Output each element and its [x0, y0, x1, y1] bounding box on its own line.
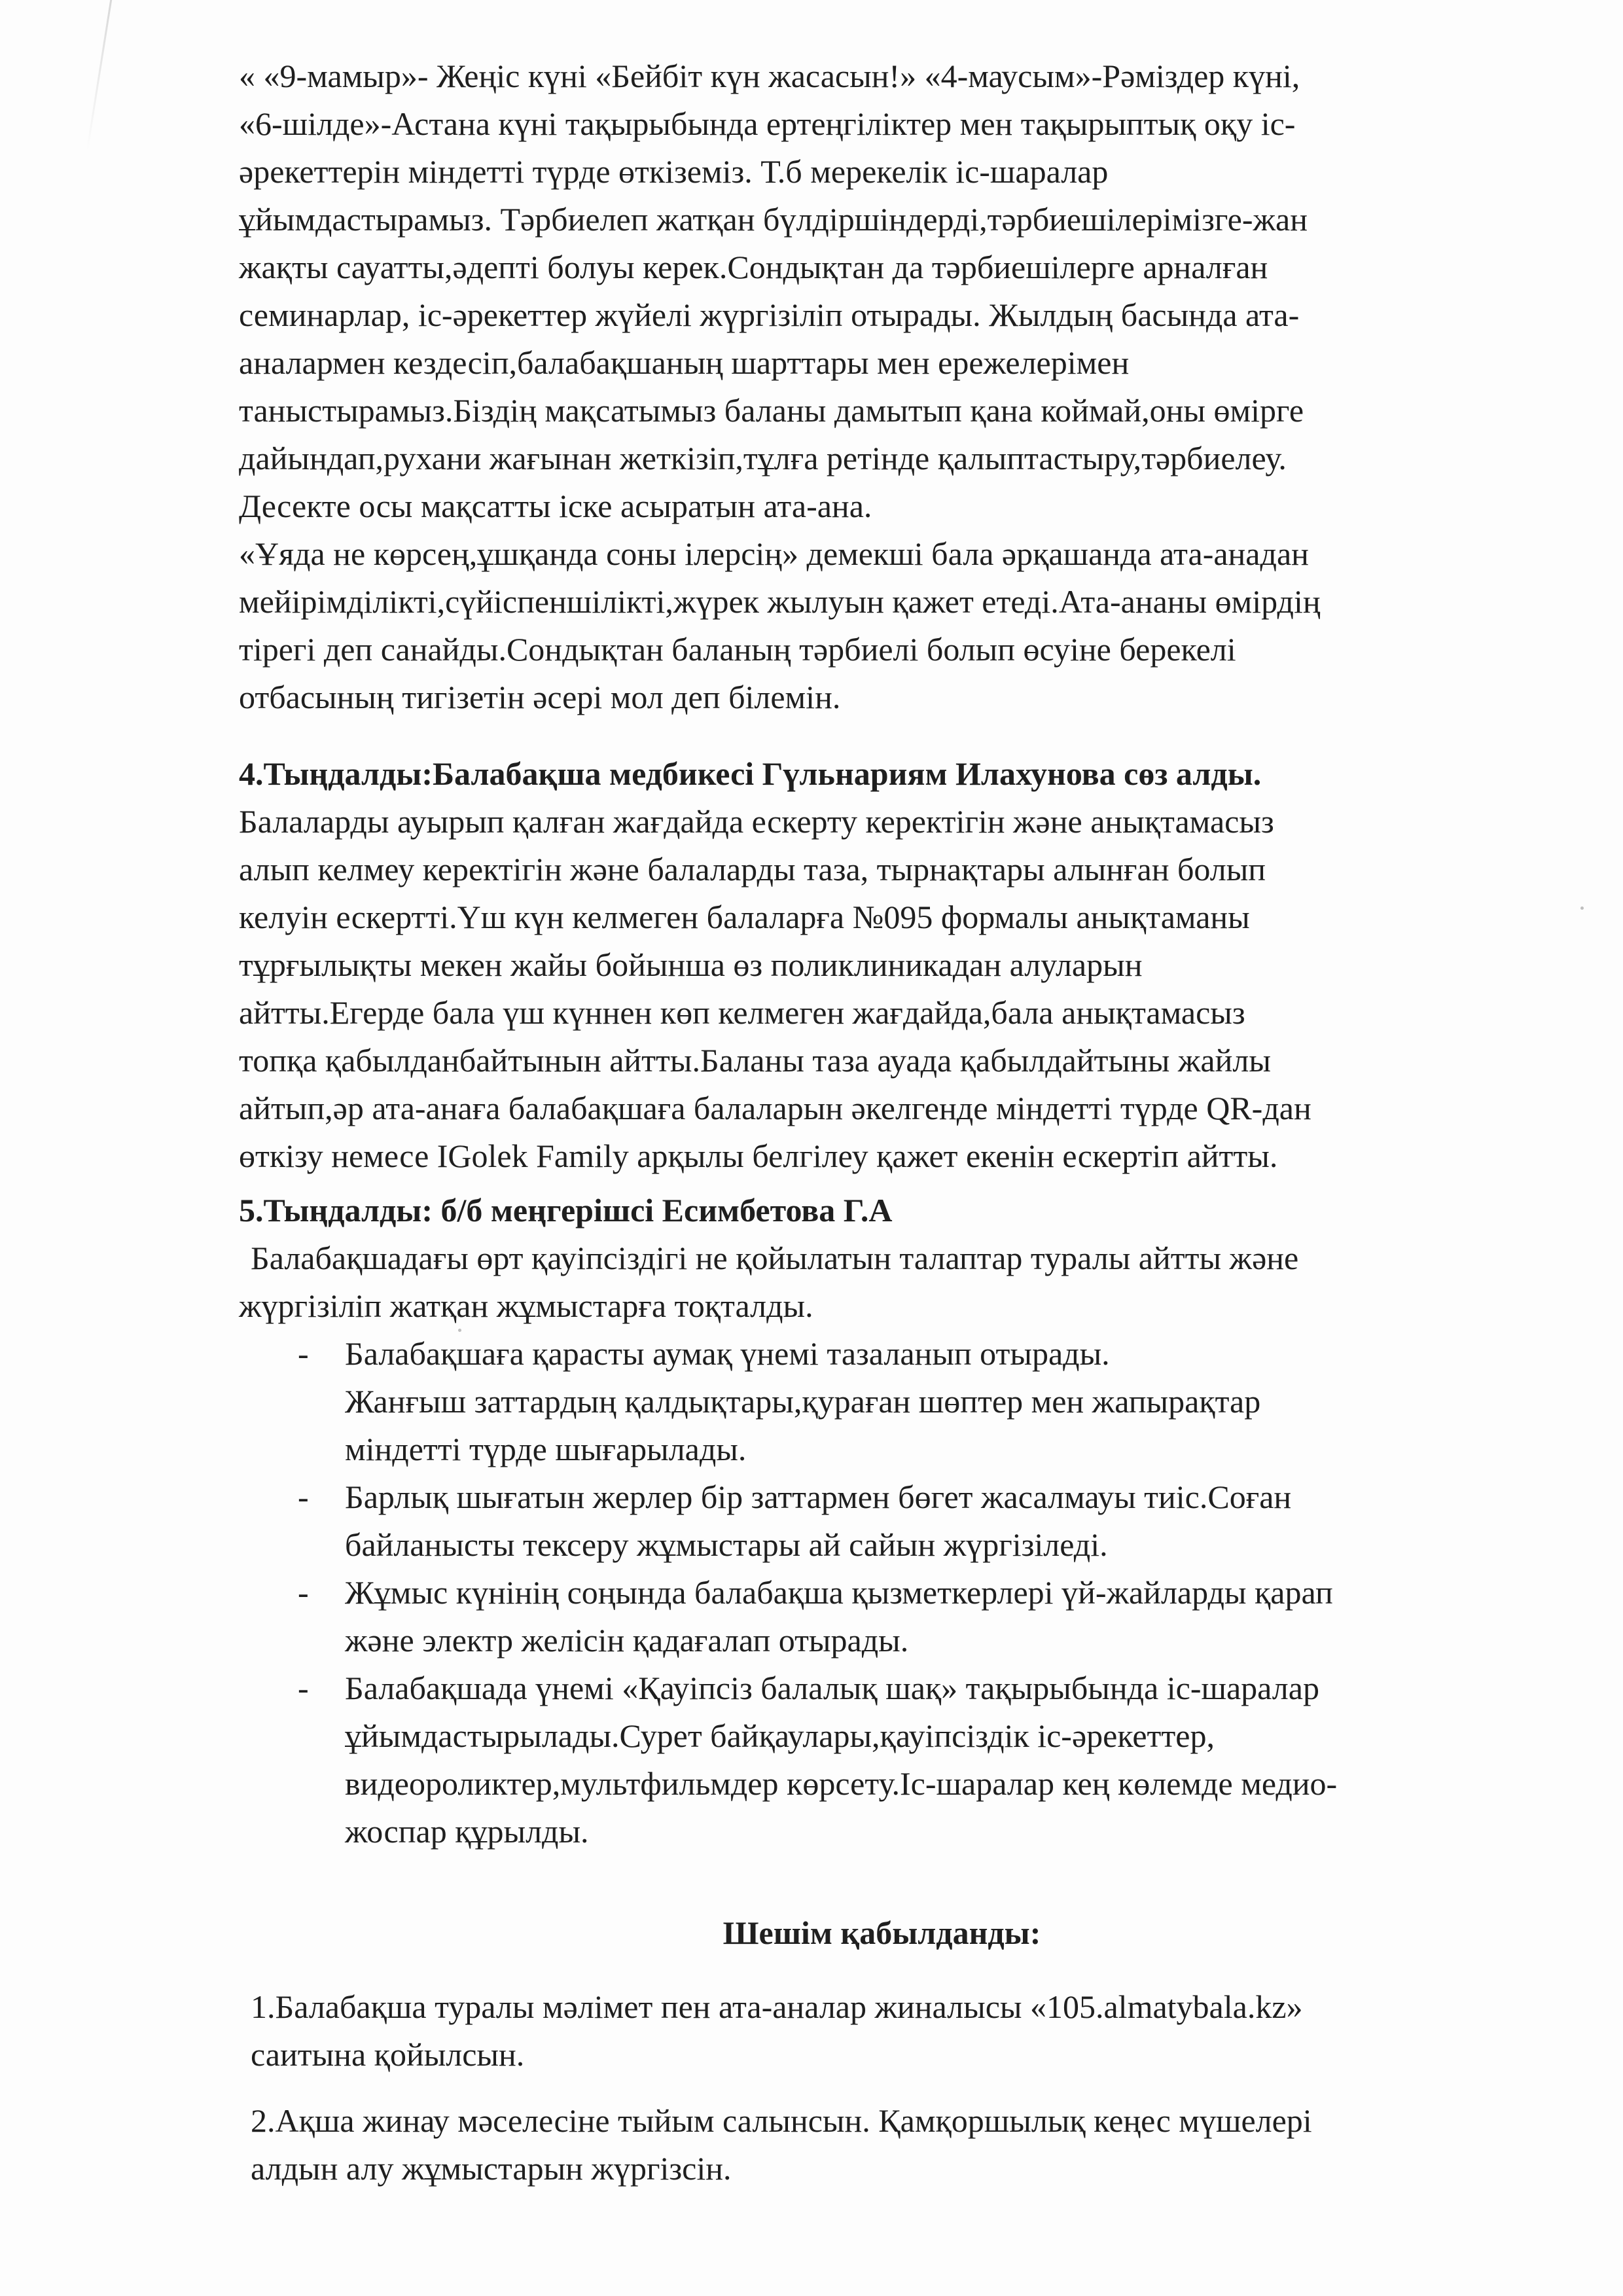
text-line: таныстырамыз.Біздің мақсатымыз баланы дамытып қана коймай,оны өмірге: [239, 392, 1304, 429]
dash-bullet: -: [298, 1670, 309, 1706]
decision-line: алдын алу жұмыстарын жүргізсін.: [251, 2150, 732, 2187]
section-heading: 4.Тыңдалды:Балабақша медбикесі Гүльнариям Илахунова сөз алды.: [239, 755, 1262, 792]
scan-edge-mark: [86, 0, 112, 151]
safety-list: [239, 1330, 1525, 1856]
text-line: тірегі деп санайды.Сондықтан баланың тәрбиелі болып өсуіне берекелі: [239, 631, 1236, 668]
list-item-line: байланысты тексеру жұмыстары ай сайын жүргізіледі.: [345, 1526, 1108, 1563]
list-item: [298, 1473, 1525, 1569]
decision-item: [251, 1983, 1525, 2079]
intro-paragraph: [239, 52, 1525, 721]
list-item: [298, 1569, 1525, 1664]
dash-bullet: -: [298, 1479, 309, 1515]
list-item: [298, 1330, 1525, 1473]
list-item-line: Жұмыс күнінің соңында балабақша қызметкерлері үй-жайларды қарап: [345, 1574, 1333, 1611]
list-item-line: міндетті түрде шығарылады.: [345, 1431, 747, 1467]
list-item-line: Жанғыш заттардың қалдықтары,қураған шөптер мен жапырақтар: [345, 1383, 1261, 1420]
text-line: тұрғылықты мекен жайы бойынша өз поликлиникадан алуларын: [239, 946, 1143, 983]
section-5: [239, 1187, 1525, 1856]
text-line: Балаларды ауырып қалған жағдайда ескерту керектігін және анықтамасыз: [239, 803, 1274, 840]
text-line: жүргізіліп жатқан жұмыстарға тоқталды.: [239, 1287, 813, 1324]
decision-item: [251, 2097, 1525, 2193]
text-line: өткізу немесе IGolek Family арқылы белгілеу қажет екенін ескертіп айтты.: [239, 1138, 1278, 1174]
list-item: [298, 1664, 1525, 1856]
document-body: [239, 52, 1525, 2211]
text-line: алып келмеу керектігін және балаларды таза, тырнақтары алынған болып: [239, 851, 1266, 888]
text-line: Десекте осы мақсатты іске асыратын ата-ана.: [239, 488, 872, 524]
decision-line: саитына қойылсын.: [251, 2036, 525, 2073]
text-line: семинарлар, іс-әрекеттер жүйелі жүргізіліп отырады. Жылдың басында ата-: [239, 296, 1300, 333]
section-heading: 5.Тыңдалды: б/б меңгерішсі Есимбетова Г.А: [239, 1192, 893, 1229]
text-line: айтты.Егерде бала үш күннен көп келмеген жағдайда,бала анықтамасыз: [239, 994, 1245, 1031]
list-item-line: видеороликтер,мультфильмдер көрсету.Іс-шаралар кең көлемде медио-: [345, 1765, 1338, 1802]
scan-speck: [1580, 906, 1584, 910]
section-text: [239, 1234, 1525, 1330]
text-line: топқа қабылданбайтынын айтты.Баланы таза ауада қабылдайтыны жайлы: [239, 1042, 1271, 1079]
text-line: дайындап,рухани жағынан жеткізіп,тұлға ретінде қалыптастыру,тәрбиелеу.: [239, 440, 1287, 476]
text-line: Балабақшадағы өрт қауіпсіздігі не қойылатын талаптар туралы айтты және: [251, 1240, 1299, 1276]
section-4: [239, 750, 1525, 1180]
text-line: « «9-мамыр»- Жеңіс күні «Бейбіт күн жасасын!» «4-маусым»-Рәміздер күні,: [239, 58, 1300, 94]
text-line: «Ұяда не көрсең,ұшқанда соны ілерсің» демекші бала әрқашанда ата-анадан: [239, 535, 1309, 572]
list-item-line: және электр желісін қадағалап отырады.: [345, 1622, 909, 1659]
list-item-line: жоспар құрылды.: [345, 1813, 589, 1850]
decision-line: 1.Балабақша туралы мәлімет пен ата-аналар жиналысы «105.almatybala.kz»: [251, 1988, 1303, 2025]
list-item-line: Барлық шығатын жерлер бір заттармен бөгет жасалмауы тиіс.Соған: [345, 1479, 1292, 1515]
text-line: айтып,әр ата-анаға балабақшаға балаларын әкелгенде міндетті түрде QR-дан: [239, 1090, 1311, 1126]
list-item-line: ұйымдастырылады.Сурет байқаулары,қауіпсіздік іс-әрекеттер,: [345, 1717, 1215, 1754]
list-item-line: Балабақшада үнемі «Қауіпсіз балалық шақ» тақырыбында іс-шаралар: [345, 1670, 1319, 1706]
dash-bullet: -: [298, 1335, 309, 1372]
decision-list: [239, 1983, 1525, 2193]
dash-bullet: -: [298, 1574, 309, 1611]
text-line: жақты сауатты,әдепті болуы керек.Сондықтан да тәрбиешілерге арналған: [239, 249, 1268, 285]
text-line: отбасының тигізетін әсері мол деп білемін.: [239, 679, 841, 715]
decision-line: 2.Ақша жинау мәселесіне тыйым салынсын. Қамқоршылық кеңес мүшелері: [251, 2102, 1312, 2139]
list-item-line: Балабақшаға қарасты аумақ үнемі тазаланып отырады.: [345, 1335, 1110, 1372]
text-line: аналармен кездесіп,балабақшаның шарттары мен ережелерімен: [239, 344, 1130, 381]
section-text: [239, 798, 1525, 1180]
text-line: «6-шілде»-Астана күні тақырыбында ертеңгіліктер мен тақырыптық оқу іс-: [239, 105, 1296, 142]
text-line: мейірімділікті,сүйіспеншілікті,жүрек жылуын қажет етеді.Ата-ананы өмірдің: [239, 583, 1321, 620]
text-line: келуін ескертті.Үш күн келмеген балаларға №095 формалы анықтаманы: [239, 899, 1250, 935]
text-line: әрекеттерін міндетті түрде өткіземіз. Т.б мерекелік іс-шаралар: [239, 153, 1109, 190]
decision-title: Шешім қабылданды:: [722, 1914, 1041, 1951]
text-line: ұйымдастырамыз. Тәрбиелеп жатқан бүлдіршіндерді,тәрбиешілерімізге-жан: [239, 201, 1308, 238]
